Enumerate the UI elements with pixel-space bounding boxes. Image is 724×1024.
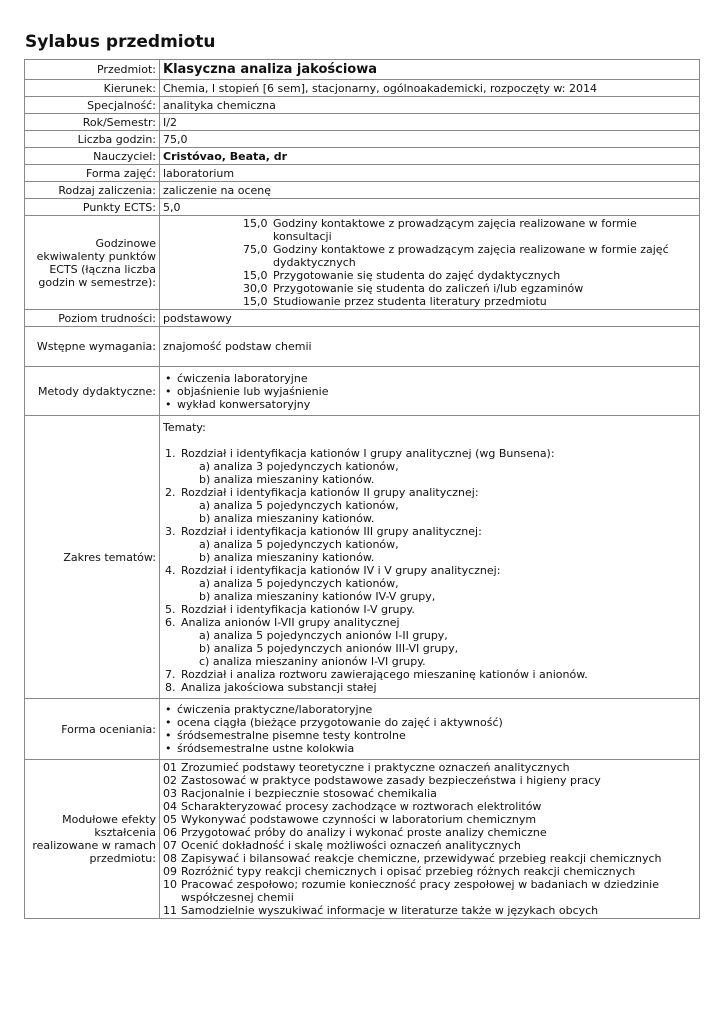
topic-subitem: b) analiza 5 pojedynczych anionów III-VI grupy, xyxy=(199,641,459,655)
row-ocenianie xyxy=(25,699,700,760)
outcome-text: Ocenić dokładność i skalę możliwości oznaczeń analitycznych xyxy=(181,839,521,852)
label-godziny: Liczba godzin: xyxy=(25,131,160,148)
outcome-text: Zrozumieć podstawy teoretyczne i praktyczne oznaczeń analitycznych xyxy=(181,761,570,774)
ects-hours-description: Godziny kontaktowe z prowadzącym zajęcia realizowane w formie konsultacji xyxy=(273,217,637,243)
row-forma xyxy=(25,165,700,182)
label-poziom: Poziom trudności: xyxy=(25,310,160,327)
assessment-item: • ocena ciągła (bieżące przygotowanie do zajęć i aktywność) xyxy=(163,716,696,729)
topic-item xyxy=(163,564,696,603)
topic-subitem: c) analiza mieszaniny anionów I-VI grupy. xyxy=(199,654,426,668)
ects-hours-value: 75,0 xyxy=(243,243,268,256)
outcome-item xyxy=(163,826,696,839)
topic-item xyxy=(163,525,696,564)
outcome-number: 05 xyxy=(163,813,177,826)
row-poziom xyxy=(25,310,700,327)
outcome-number: 01 xyxy=(163,761,177,774)
outcome-text: Zapisywać i bilansować reakcje chemiczne, przewidywać przebieg reakcji chemicznych xyxy=(181,852,662,865)
topic-number: 1. xyxy=(165,446,176,460)
topic-text: Rozdział i analiza roztworu zawierającego mieszaninę kationów i anionów. xyxy=(181,667,588,681)
label-forma: Forma zajęć: xyxy=(25,165,160,182)
row-efekty xyxy=(25,760,700,919)
label-zaliczenie: Rodzaj zaliczenia: xyxy=(25,182,160,199)
value-wymagania: znajomość podstaw chemii xyxy=(160,327,700,367)
method-item: • ćwiczenia laboratoryjne xyxy=(163,372,696,385)
row-zaliczenie xyxy=(25,182,700,199)
label-przedmiot: Przedmiot: xyxy=(25,60,160,80)
outcome-number: 02 xyxy=(163,774,177,787)
topic-item xyxy=(163,486,696,525)
outcome-item xyxy=(163,800,696,813)
outcome-number: 11 xyxy=(163,904,177,917)
value-ocenianie xyxy=(160,699,700,760)
outcome-item xyxy=(163,813,696,826)
topic-subitem: b) analiza mieszaniny kationów. xyxy=(199,550,375,564)
label-ects: Punkty ECTS: xyxy=(25,199,160,216)
value-zaliczenie: zaliczenie na ocenę xyxy=(160,182,700,199)
page-title: Sylabus przedmiotu xyxy=(25,32,216,52)
topic-text: Rozdział i identyfikacja kationów I-V grupy. xyxy=(181,602,415,616)
value-ects: 5,0 xyxy=(160,199,700,216)
row-wymagania xyxy=(25,327,700,367)
ects-hours-item xyxy=(163,243,696,269)
label-specjalnosc: Specjalność: xyxy=(25,97,160,114)
topic-text: Analiza anionów I-VII grupy analitycznej xyxy=(181,615,400,629)
value-zakres xyxy=(160,416,700,699)
outcome-item xyxy=(163,839,696,852)
ects-hours-list xyxy=(163,217,696,308)
value-specjalnosc: analityka chemiczna xyxy=(160,97,700,114)
topic-text: Rozdział i identyfikacja kationów IV i V grupy analitycznej: xyxy=(181,563,501,577)
outcome-number: 09 xyxy=(163,865,177,878)
topics-list xyxy=(163,447,696,694)
row-godziny xyxy=(25,131,700,148)
value-ekwiwalenty xyxy=(160,216,700,310)
value-rok: I/2 xyxy=(160,114,700,131)
ects-hours-item xyxy=(163,269,696,282)
ects-hours-value: 15,0 xyxy=(243,295,268,308)
topic-text: Rozdział i identyfikacja kationów I grupy analitycznej (wg Bunsena): xyxy=(181,446,555,460)
label-rok: Rok/Semestr: xyxy=(25,114,160,131)
value-metody xyxy=(160,367,700,416)
topic-subitem: b) analiza mieszaniny kationów IV-V grupy, xyxy=(199,589,436,603)
row-zakres xyxy=(25,416,700,699)
row-kierunek xyxy=(25,80,700,97)
outcomes-list xyxy=(163,761,696,917)
value-nauczyciel: Cristóvao, Beata, dr xyxy=(160,148,700,165)
ects-hours-value: 15,0 xyxy=(243,269,268,282)
row-ects xyxy=(25,199,700,216)
row-nauczyciel xyxy=(25,148,700,165)
topic-text: Rozdział i identyfikacja kationów III grupy analitycznej: xyxy=(181,524,482,538)
outcome-text: Rozróżnić typy reakcji chemicznych i opisać przebieg różnych reakcji chemicznych xyxy=(181,865,636,878)
label-ocenianie: Forma oceniania: xyxy=(25,699,160,760)
label-metody: Metody dydaktyczne: xyxy=(25,367,160,416)
value-forma: laboratorium xyxy=(160,165,700,182)
row-ekwiwalenty xyxy=(25,216,700,310)
method-item: • wykład konwersatoryjny xyxy=(163,398,696,411)
topic-subitem: a) analiza 5 pojedynczych kationów, xyxy=(199,498,399,512)
syllabus-table xyxy=(24,59,700,919)
outcome-number: 08 xyxy=(163,852,177,865)
outcome-item xyxy=(163,761,696,774)
outcome-item xyxy=(163,774,696,787)
row-przedmiot xyxy=(25,60,700,80)
assessment-list xyxy=(163,703,696,755)
outcome-text: Scharakteryzować procesy zachodzące w roztworach elektrolitów xyxy=(181,800,542,813)
assessment-item: • śródsemestralne ustne kolokwia xyxy=(163,742,696,755)
label-ekwiwalenty: Godzinowe ekwiwalenty punktów ECTS (łączna liczba godzin w semestrze): xyxy=(25,216,160,310)
outcome-number: 10 xyxy=(163,878,177,891)
topic-subitem: a) analiza 3 pojedynczych kationów, xyxy=(199,459,399,473)
ects-hours-description: Przygotowanie się studenta do zaliczeń i/lub egzaminów xyxy=(273,282,584,295)
outcome-text: Pracować zespołowo; rozumie konieczność pracy zespołowej w badaniach w dziedzinie współczesnej chemii xyxy=(181,878,659,904)
ects-hours-value: 15,0 xyxy=(243,217,268,230)
row-metody xyxy=(25,367,700,416)
ects-hours-description: Przygotowanie się studenta do zajęć dydaktycznych xyxy=(273,269,561,282)
topic-text: Analiza jakościowa substancji stałej xyxy=(181,680,377,694)
outcome-item xyxy=(163,878,696,904)
value-kierunek: Chemia, I stopień [6 sem], stacjonarny, ogólnoakademicki, rozpoczęty w: 2014 xyxy=(160,80,700,97)
ects-hours-item xyxy=(163,217,696,243)
value-efekty xyxy=(160,760,700,919)
topic-number: 7. xyxy=(165,667,176,681)
topic-item xyxy=(163,447,696,486)
topic-number: 4. xyxy=(165,563,176,577)
outcome-number: 04 xyxy=(163,800,177,813)
topic-number: 6. xyxy=(165,615,176,629)
label-efekty: Modułowe efekty kształcenia realizowane w ramach przedmiotu: xyxy=(25,760,160,919)
topic-subitem: b) analiza mieszaniny kationów. xyxy=(199,472,375,486)
label-zakres: Zakres tematów: xyxy=(25,416,160,699)
outcome-item xyxy=(163,904,696,917)
topics-intro: Tematy: xyxy=(163,420,206,434)
topic-subitem: a) analiza 5 pojedynczych kationów, xyxy=(199,576,399,590)
topic-item xyxy=(163,616,696,668)
topic-item xyxy=(163,603,696,616)
topic-number: 5. xyxy=(165,602,176,616)
topic-number: 2. xyxy=(165,485,176,499)
topic-subitem: a) analiza 5 pojedynczych kationów, xyxy=(199,537,399,551)
outcome-item xyxy=(163,865,696,878)
topic-item xyxy=(163,681,696,694)
topic-item xyxy=(163,668,696,681)
outcome-number: 06 xyxy=(163,826,177,839)
ects-hours-item xyxy=(163,282,696,295)
value-przedmiot: Klasyczna analiza jakościowa xyxy=(160,60,700,80)
outcome-text: Zastosować w praktyce podstawowe zasady bezpieczeństwa i higieny pracy xyxy=(181,774,601,787)
ects-hours-item xyxy=(163,295,696,308)
ects-hours-description: Studiowanie przez studenta literatury przedmiotu xyxy=(273,295,547,308)
ects-hours-value: 30,0 xyxy=(243,282,268,295)
assessment-item: • ćwiczenia praktyczne/laboratoryjne xyxy=(163,703,696,716)
outcome-text: Wykonywać podstawowe czynności w laboratorium chemicznym xyxy=(181,813,537,826)
topic-subitem: b) analiza mieszaniny kationów. xyxy=(199,511,375,525)
topic-number: 3. xyxy=(165,524,176,538)
outcome-number: 07 xyxy=(163,839,177,852)
ects-hours-description: Godziny kontaktowe z prowadzącym zajęcia realizowane w formie zajęć dydaktycznych xyxy=(273,243,669,269)
label-nauczyciel: Nauczyciel: xyxy=(25,148,160,165)
row-specjalnosc xyxy=(25,97,700,114)
topic-subitem: a) analiza 5 pojedynczych anionów I-II grupy, xyxy=(199,628,448,642)
assessment-item: • śródsemestralne pisemne testy kontrolne xyxy=(163,729,696,742)
row-rok xyxy=(25,114,700,131)
outcome-number: 03 xyxy=(163,787,177,800)
topic-text: Rozdział i identyfikacja kationów II grupy analitycznej: xyxy=(181,485,479,499)
value-godziny: 75,0 xyxy=(160,131,700,148)
label-wymagania: Wstępne wymagania: xyxy=(25,327,160,367)
topic-number: 8. xyxy=(165,680,176,694)
outcome-item xyxy=(163,787,696,800)
methods-list xyxy=(163,372,696,411)
outcome-item xyxy=(163,852,696,865)
outcome-text: Samodzielnie wyszukiwać informacje w literaturze także w językach obcych xyxy=(181,904,599,917)
outcome-text: Przygotować próby do analizy i wykonać proste analizy chemiczne xyxy=(181,826,547,839)
method-item: • objaśnienie lub wyjaśnienie xyxy=(163,385,696,398)
label-kierunek: Kierunek: xyxy=(25,80,160,97)
outcome-text: Racjonalnie i bezpiecznie stosować chemikalia xyxy=(181,787,437,800)
value-poziom: podstawowy xyxy=(160,310,700,327)
